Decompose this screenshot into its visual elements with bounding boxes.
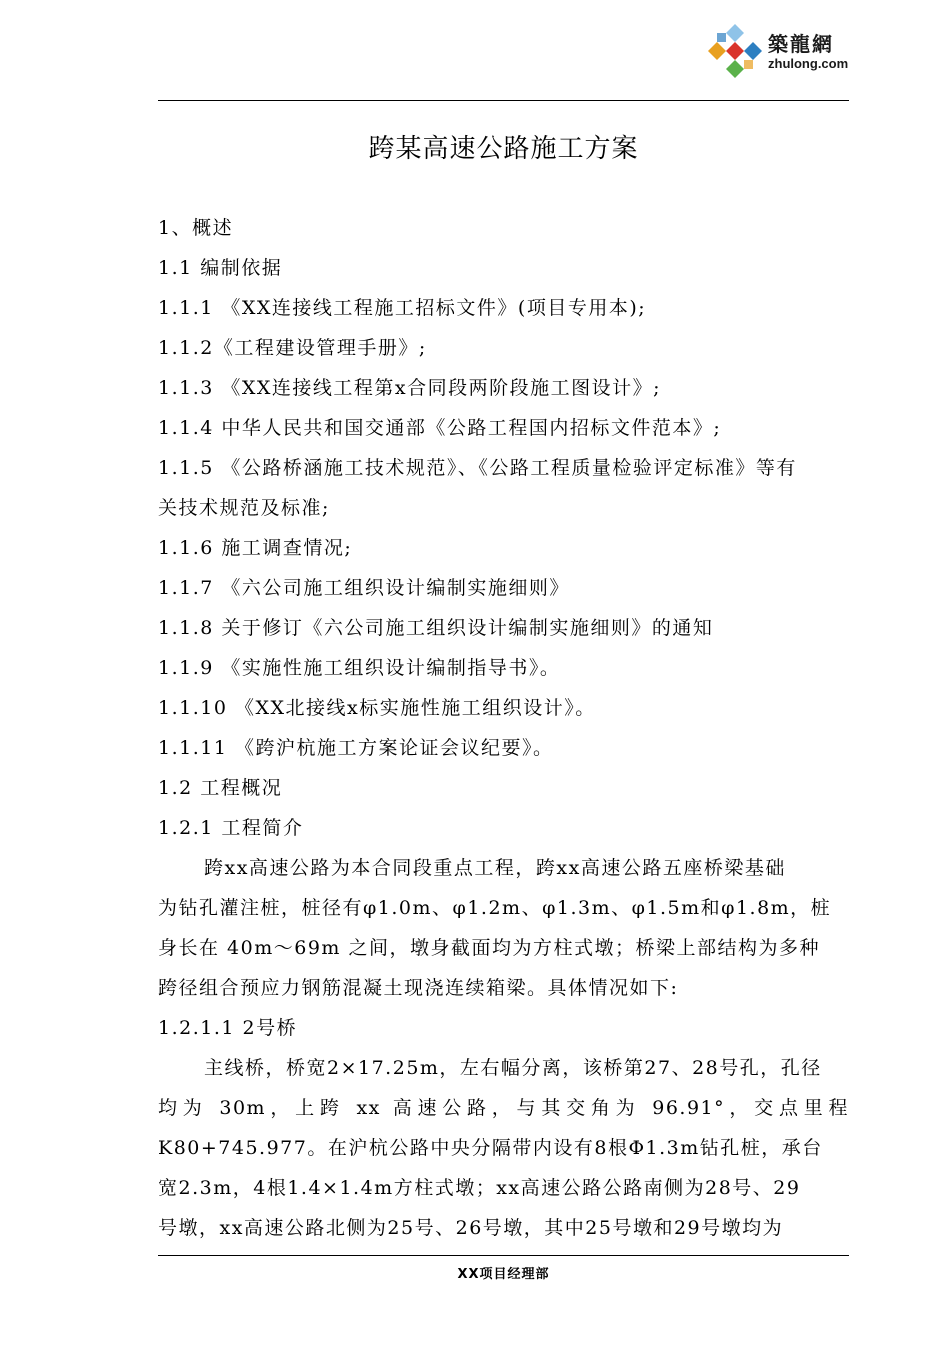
list-item: 1.1.9 《实施性施工组织设计编制指导书》。 — [158, 657, 561, 679]
page-footer: XX项目经理部 — [457, 1267, 550, 1282]
paragraph-line: 均为 30m，上跨 xx 高速公路，与其交角为 96.91°，交点里程 — [158, 1097, 849, 1119]
list-item: 1.1.5 《公路桥涵施工技术规范》、《公路工程质量检验评定标准》等有 — [158, 457, 797, 479]
paragraph-line: 宽2.3m，4根1.4×1.4m方柱式墩；xx高速公路公路南侧为28号、29 — [158, 1177, 801, 1199]
subsection-heading: 1.2.1 工程简介 — [158, 817, 304, 839]
subsection-heading: 1.2.1.1 2号桥 — [158, 1017, 298, 1039]
footer-divider — [158, 1255, 849, 1256]
list-item: 1.1.10 《XX北接线x标实施性施工组织设计》。 — [158, 697, 596, 719]
paragraph-line: 为钻孔灌注桩，桩径有φ1.0m、φ1.2m、φ1.3m、φ1.5m和φ1.8m，桩 — [158, 897, 832, 919]
list-item: 1.1.2《工程建设管理手册》; — [158, 337, 427, 359]
document-body — [158, 208, 849, 1248]
page-title: 跨某高速公路施工方案 — [368, 134, 639, 164]
logo-chinese-text: 築龍網 — [768, 32, 834, 56]
paragraph-line: 号墩，xx高速公路北侧为25号、26号墩，其中25号墩和29号墩均为 — [158, 1217, 784, 1239]
paragraph-line: 主线桥，桥宽2×17.25m，左右幅分离，该桥第27、28号孔，孔径 — [204, 1057, 822, 1079]
paragraph-line: 跨xx高速公路为本合同段重点工程，跨xx高速公路五座桥梁基础 — [204, 857, 786, 879]
list-item-continuation: 关技术规范及标准; — [158, 497, 330, 519]
list-item: 1.1.3 《XX连接线工程第x合同段两阶段施工图设计》; — [158, 377, 662, 399]
subsection-heading: 1.1 编制依据 — [158, 257, 283, 279]
zhulong-logo — [706, 22, 866, 80]
zhulong-logo-icon — [706, 22, 764, 80]
header-divider — [158, 100, 849, 101]
paragraph-line: K80+745.977。在沪杭公路中央分隔带内设有8根Φ1.3m钻孔桩，承台 — [158, 1137, 823, 1159]
list-item: 1.1.1 《XX连接线工程施工招标文件》(项目专用本); — [158, 297, 647, 319]
list-item: 1.1.4 中华人民共和国交通部《公路工程国内招标文件范本》; — [158, 417, 722, 439]
list-item: 1.1.6 施工调查情况; — [158, 537, 353, 559]
list-item: 1.1.7 《六公司施工组织设计编制实施细则》 — [158, 577, 570, 599]
paragraph-line: 身长在 40m～69m 之间，墩身截面均为方柱式墩；桥梁上部结构为多种 — [158, 937, 820, 959]
subsection-heading: 1.2 工程概况 — [158, 777, 283, 799]
section-heading: 1、概述 — [158, 217, 234, 239]
list-item: 1.1.11 《跨沪杭施工方案论证会议纪要》。 — [158, 737, 554, 759]
logo-english-text: zhulong.com — [768, 56, 849, 71]
paragraph-line: 跨径组合预应力钢筋混凝土现浇连续箱梁。具体情况如下: — [158, 977, 679, 999]
list-item: 1.1.8 关于修订《六公司施工组织设计编制实施细则》的通知 — [158, 617, 714, 639]
